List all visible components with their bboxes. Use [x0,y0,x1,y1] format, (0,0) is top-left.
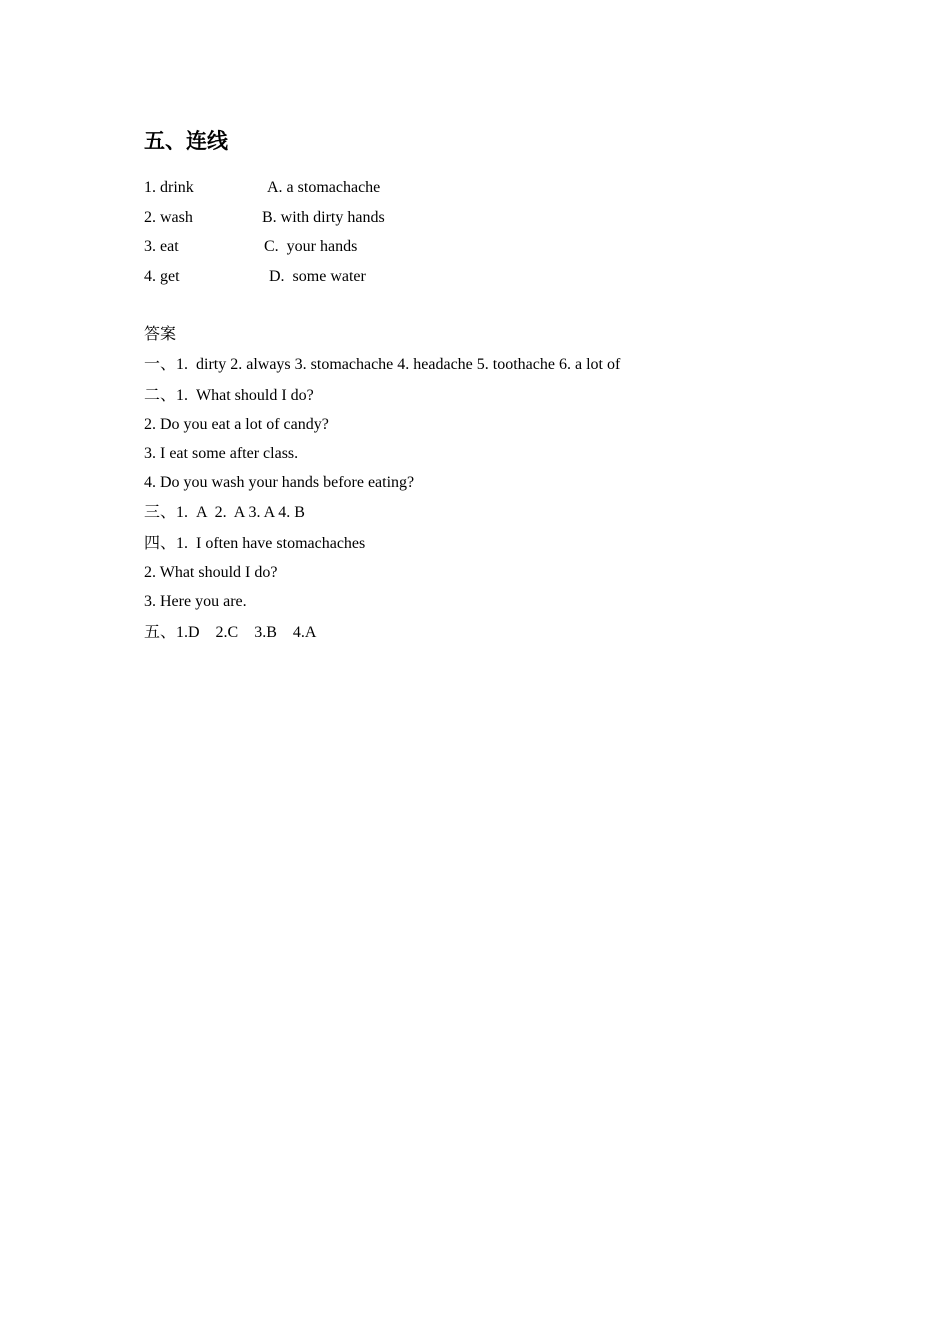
matching-left-item: 4. get [144,268,180,285]
answer-line: 2. What should I do? [144,564,278,581]
answer-line: 3. Here you are. [144,593,247,610]
matching-left-item: 1. drink [144,179,194,196]
matching-right-item: C. your hands [264,238,358,255]
answer-line: 一、1. dirty 2. always 3. stomachache 4. headache 5. toothache 6. a lot of [144,356,621,373]
answer-line: 三、1. A 2. A 3. A 4. B [144,504,305,521]
answer-line: 3. I eat some after class. [144,445,299,462]
answer-line: 2. Do you eat a lot of candy? [144,416,329,433]
matching-left-item: 3. eat [144,238,179,255]
answer-line: 4. Do you wash your hands before eating? [144,474,415,491]
matching-left-item: 2. wash [144,209,193,226]
answer-line: 四、1. I often have stomachaches [144,535,366,552]
matching-right-item: D. some water [269,268,366,285]
answers-heading: 答案 [144,326,177,343]
answer-line: 五、1.D 2.C 3.B 4.A [144,624,317,641]
section-title: 五、连线 [144,129,228,153]
matching-right-item: B. with dirty hands [262,209,385,226]
answer-line: 二、1. What should I do? [144,387,314,404]
matching-right-item: A. a stomachache [267,179,381,196]
